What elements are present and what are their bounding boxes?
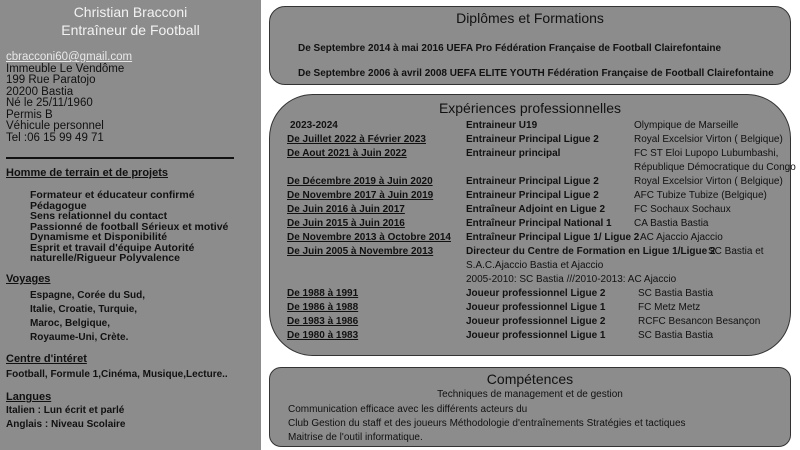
table-row xyxy=(270,176,790,189)
table-row xyxy=(270,246,790,259)
exp-club: SC Bastia Bastia xyxy=(638,288,714,299)
exp-role: Entraineur U19 xyxy=(466,120,538,131)
divider xyxy=(6,157,234,159)
exp-continuation: 2005-2010: SC Bastia ///2010-2013: AC Ajaccio xyxy=(466,274,677,285)
table-row xyxy=(270,316,790,329)
table-row xyxy=(270,148,790,161)
exp-role: Entraîneur Adjoint en Ligue 2 xyxy=(466,204,606,215)
list-item: Dynamisme et Disponibilité xyxy=(30,231,168,243)
exp-club: Royal Excelsior Virton ( Belgique) xyxy=(634,134,783,145)
table-row xyxy=(270,190,790,203)
exp-club: Royal Excelsior Virton ( Belgique) xyxy=(634,176,783,187)
languages-list xyxy=(6,404,126,432)
address-line: 199 Rue Paratojo xyxy=(6,74,96,86)
diplomas-title: Diplômes et Formations xyxy=(456,10,604,26)
list-item: Formateur et éducateur confirmé xyxy=(30,189,195,201)
list-item: naturelle/Rigueur Polyvalence xyxy=(30,252,180,264)
exp-continuation: S.A.C.Ajaccio Bastia et Ajaccio xyxy=(466,260,604,271)
experience-panel xyxy=(269,94,796,356)
list-item: Anglais : Niveau Scolaire xyxy=(6,419,126,430)
exp-role: Joueur professionnel Ligue 1 xyxy=(466,302,606,313)
cv-header xyxy=(0,3,261,39)
exp-club: FC Metz Metz xyxy=(638,302,701,313)
contact-block xyxy=(6,52,132,144)
exp-date: De Novembre 2017 à Juin 2019 xyxy=(287,190,434,201)
phone: Tel :06 15 99 49 71 xyxy=(6,131,104,144)
exp-role: Entraineur Principal Ligue 2 xyxy=(466,176,599,187)
languages-title: Langues xyxy=(6,391,52,403)
exp-club: SC Bastia et xyxy=(708,246,764,257)
exp-club: Olympique de Marseille xyxy=(634,120,739,131)
table-row xyxy=(270,120,790,133)
exp-date: De Aout 2021 à Juin 2022 xyxy=(287,148,407,159)
skills-panel xyxy=(269,367,791,447)
exp-club: SC Bastia Bastia xyxy=(638,330,714,341)
exp-date: De Juin 2015 à Juin 2016 xyxy=(287,218,405,229)
sidebar xyxy=(0,0,261,450)
interests-text: Football, Formule 1,Cinéma, Musique,Lecture.. xyxy=(6,369,228,380)
list-item: Pédagogue xyxy=(30,199,87,212)
list-item: Italien : Lun écrit et parlé xyxy=(6,405,125,416)
experience-title: Expériences professionnelles xyxy=(438,100,622,116)
exp-role: Entraineur principal xyxy=(466,148,561,159)
voyages-list xyxy=(30,289,145,345)
skill-line: Club Gestion du staff et des joueurs Méthodologie d'entraînements Stratégies et tactiques xyxy=(288,418,686,429)
exp-club: RCFC Besancon Besançon xyxy=(638,316,761,327)
profile-title: Homme de terrain et de projets xyxy=(6,167,168,179)
skills-title: Compétences xyxy=(486,371,574,387)
table-row xyxy=(270,134,790,147)
address-line: Immeuble Le Vendôme xyxy=(6,62,125,75)
diplomas-panel xyxy=(269,6,791,85)
email-link[interactable]: cbracconi60@gmail.com xyxy=(6,51,133,63)
table-row xyxy=(270,330,790,343)
skill-line: Maitrise de l'outil informatique. xyxy=(288,432,423,443)
exp-role: Entraineur Principal Ligue 2 xyxy=(466,134,599,145)
exp-date: 2023-2024 xyxy=(290,120,338,131)
list-item: Sens relationnel du contact xyxy=(30,210,168,222)
exp-date: De Juillet 2022 à Février 2023 xyxy=(287,134,426,145)
exp-date: De 1983 à 1986 xyxy=(287,316,359,327)
profile-list xyxy=(30,190,228,264)
table-row xyxy=(270,204,790,217)
exp-role: Joueur professionnel Ligue 2 xyxy=(466,316,606,327)
exp-date: De 1980 à 1983 xyxy=(287,330,359,341)
address-line: 20200 Bastia xyxy=(6,85,74,98)
exp-role: Entraîneur Principal National 1 xyxy=(466,218,612,229)
exp-club: FC Sochaux Sochaux xyxy=(634,204,731,215)
exp-date: De 1986 à 1988 xyxy=(287,302,359,313)
list-item: Espagne, Corée du Sud, xyxy=(30,290,146,301)
exp-club: AC Ajaccio Ajaccio xyxy=(640,232,723,243)
list-item: Passionné de football Sérieux et motivé xyxy=(30,220,229,233)
skill-line: Communication efficace avec les différents acteurs du xyxy=(288,404,528,415)
exp-date: De Juin 2005 à Novembre 2013 xyxy=(287,246,434,257)
exp-date: De Décembre 2019 à Juin 2020 xyxy=(287,176,433,187)
person-title: Entraîneur de Football xyxy=(61,22,200,38)
list-item: Royaume-Uni, Crète. xyxy=(30,332,129,343)
exp-date: De 1988 à 1991 xyxy=(287,288,359,299)
list-item: Italie, Croatie, Turquie, xyxy=(30,304,138,315)
exp-date: De Novembre 2013 à Octobre 2014 xyxy=(287,232,451,243)
exp-role: Entraîneur Principal Ligue 1/ Ligue 2 xyxy=(466,232,640,243)
diploma-item: De Septembre 2014 à mai 2016 UEFA Pro Fédération Française de Football Clairefontaine xyxy=(298,43,722,54)
exp-club: FC ST Eloi Lupopo Lubumbashi, xyxy=(634,148,779,159)
exp-role: Directeur du Centre de Formation en Ligue 1/Ligue 2 xyxy=(466,246,716,257)
exp-club: AFC Tubize Tubize (Belgique) xyxy=(634,190,767,201)
table-row xyxy=(270,302,790,315)
license: Permis B xyxy=(6,108,53,121)
exp-club: CA Bastia Bastia xyxy=(634,218,709,229)
vehicle: Véhicule personnel xyxy=(6,120,104,132)
list-item: Maroc, Belgique, xyxy=(30,318,111,329)
birth-date: Né le 25/11/1960 xyxy=(6,97,93,109)
exp-role: Joueur professionnel Ligue 2 xyxy=(466,288,606,299)
exp-club: République Démocratique du Congo xyxy=(634,162,796,173)
skills-subtitle: Techniques de management et de gestion xyxy=(437,389,623,400)
interests-title: Centre d'intéret xyxy=(6,353,87,365)
exp-role: Joueur professionnel Ligue 1 xyxy=(466,330,606,341)
exp-date: De Juin 2016 à Juin 2017 xyxy=(287,204,405,215)
table-row xyxy=(270,288,790,301)
voyages-title: Voyages xyxy=(6,273,51,285)
person-name: Christian Bracconi xyxy=(73,4,188,20)
table-row xyxy=(270,232,790,245)
table-row xyxy=(270,162,796,175)
diploma-item: De Septembre 2006 à avril 2008 UEFA ELITE YOUTH Fédération Française de Football Clairefontaine xyxy=(298,68,774,79)
list-item: Esprit et travail d'équipe Autorité xyxy=(30,241,195,254)
exp-role: Entraineur Principal Ligue 2 xyxy=(466,190,599,201)
table-row xyxy=(270,218,790,231)
